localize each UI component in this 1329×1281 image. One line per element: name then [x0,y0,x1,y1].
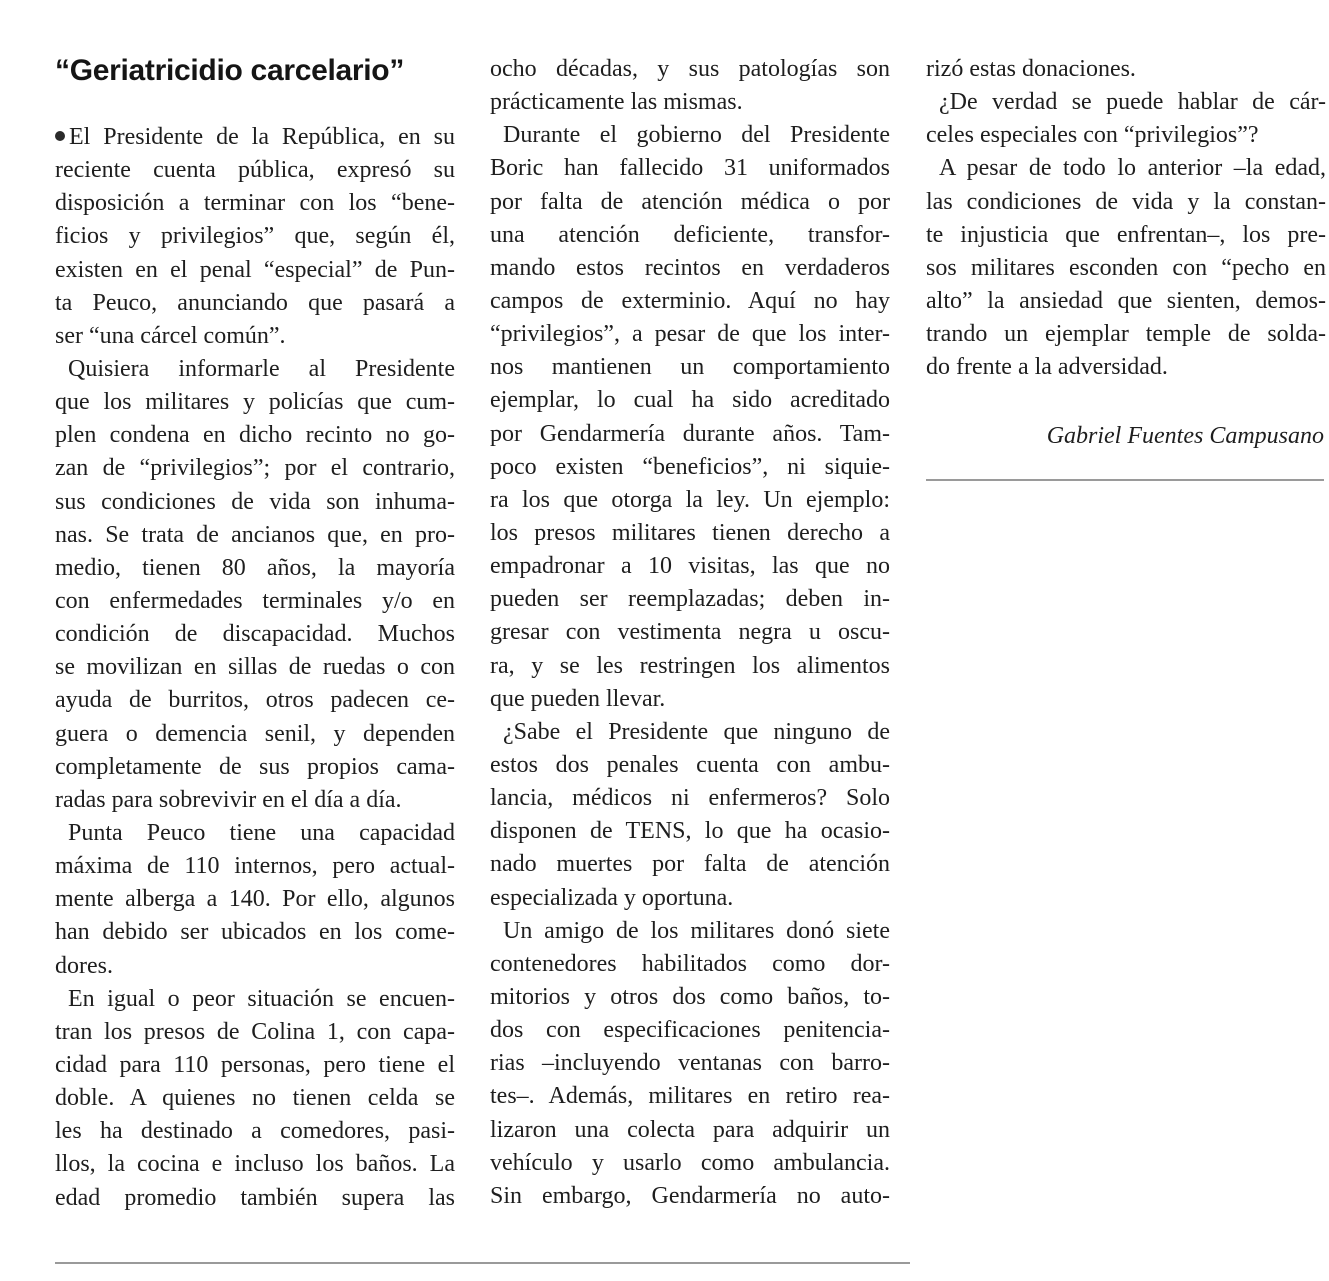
text-line: que los militares y policías que cum- [55,389,455,416]
text-line: doble. A quienes no tienen celda se [55,1085,455,1112]
text-line: lizaron una colecta para adquirir un [490,1116,890,1143]
text-line: ta Peuco, anunciando que pasará a [55,289,455,316]
text-line: empadronar a 10 visitas, las que no [490,553,890,580]
text-line: En igual o peor situación se encuen- [68,985,455,1012]
letter-headline: “Geriatricidio carcelario” [55,54,405,87]
author-signature: Gabriel Fuentes Campusano [1046,423,1324,449]
text-line: radas para sobrevivir en el día a día. [55,786,402,813]
text-line: “privilegios”, a pesar de que los inter- [490,321,890,348]
text-line: especializada y oportuna. [490,884,734,911]
text-line: que pueden llevar. [490,685,666,712]
text-line: campos de exterminio. Aquí no hay [490,287,890,314]
text-line: trando un ejemplar temple de solda- [926,321,1326,348]
text-line: tes–. Además, militares en retiro rea- [490,1083,890,1110]
article-column-3 [926,53,1326,384]
text-line: prácticamente las mismas. [490,89,743,116]
text-line: alto” la ansiedad que sienten, demos- [926,287,1326,314]
text-line: te injusticia que enfrentan–, los pre- [926,221,1326,248]
text-line: nas. Se trata de ancianos que, en pro- [55,521,455,548]
text-line: los presos militares tienen derecho a [490,519,890,546]
text-line: Punta Peuco tiene una capacidad [68,819,455,846]
text-line: Durante el gobierno del Presidente [503,122,890,149]
text-line: lancia, médicos ni enfermeros? Solo [490,785,890,812]
text-line: cidad para 110 personas, pero tiene el [55,1051,455,1078]
divider-rule [926,479,1324,481]
text-line: han debido ser ubicados en los come- [55,919,455,946]
text-line: sos militares esconden con “pecho en [926,254,1326,281]
text-line: existen en el penal “especial” de Pun- [55,256,455,283]
text-line: completamente de sus propios cama- [55,753,455,780]
article-column-2 [490,53,890,1213]
text-line: mente alberga a 140. Por ello, algunos [55,886,455,913]
divider-rule [55,1262,910,1264]
text-line: Sin embargo, Gendarmería no auto- [490,1182,890,1209]
text-line: ¿Sabe el Presidente que ninguno de [503,718,890,745]
text-line: condición de discapacidad. Muchos [55,621,455,648]
text-line: tran los presos de Colina 1, con capa- [55,1018,455,1045]
text-line: edad promedio también supera las [55,1184,455,1211]
text-line: nado muertes por falta de atención [490,851,890,878]
bullet-icon [55,131,65,141]
text-line: disposición a terminar con los “bene- [55,190,455,217]
text-line: ra, y se les restringen los alimentos [490,652,890,679]
text-line: por falta de atención médica o por [490,188,890,215]
text-line: contenedores habilitados como dor- [490,950,890,977]
text-line: máxima de 110 internos, pero actual- [55,853,455,880]
text-line: guera o demencia senil, y dependen [55,720,455,747]
text-line: plen condena en dicho recinto no go- [55,422,455,449]
text-line: do frente a la adversidad. [926,354,1168,381]
text-line: pueden ser reemplazadas; deben in- [490,586,890,613]
text-line: rias –incluyendo ventanas con barro- [490,1050,890,1077]
text-line: ser “una cárcel común”. [55,322,286,349]
text-line: mitorios y otros dos como baños, to- [490,983,890,1010]
text-line: Boric han fallecido 31 uniformados [490,155,890,182]
text-line: ra los que otorga la ley. Un ejemplo: [490,486,890,513]
text-line: celes especiales con “privilegios”? [926,122,1259,149]
text-line: ocho décadas, y sus patologías son [490,56,890,82]
text-line: se movilizan en sillas de ruedas o con [55,654,455,681]
text-line: mando estos recintos en verdaderos [490,254,890,281]
text-line: gresar con vestimenta negra u oscu- [490,619,890,646]
text-line: nos mantienen un comportamiento [490,354,890,381]
text-line: llos, la cocina e incluso los baños. La [55,1151,455,1178]
text-line: zan de “privilegios”; por el contrario, [55,455,455,482]
text-line: vehículo y usarlo como ambulancia. [490,1149,890,1176]
text-line: medio, tienen 80 años, la mayoría [55,554,455,581]
text-line: ayuda de burritos, otros padecen ce- [55,687,455,714]
text-line: con enfermedades terminales y/o en [55,587,455,614]
text-line: El Presidente de la República, en su [55,121,455,154]
text-line: Quisiera informarle al Presidente [68,355,455,382]
text-line: reciente cuenta pública, expresó su [55,157,455,184]
text-line: dos con especificaciones penitencia- [490,1017,890,1044]
text-line: las condiciones de vida y la constan- [926,188,1326,215]
text-line: sus condiciones de vida son inhuma- [55,488,455,515]
text-line: rizó estas donaciones. [926,56,1136,82]
text-line: poco existen “beneficios”, ni siquie- [490,453,890,480]
text-line: por Gendarmería durante años. Tam- [490,420,890,447]
text-line: una atención deficiente, transfor- [490,221,890,248]
text-line: ejemplar, lo cual ha sido acreditado [490,387,890,414]
text-line: estos dos penales cuenta con ambu- [490,751,890,778]
text-line: A pesar de todo lo anterior –la edad, [939,155,1326,182]
text-line: les ha destinado a comedores, pasi- [55,1118,455,1145]
text-line: Un amigo de los militares donó siete [503,917,890,944]
text-line: dores. [55,952,113,979]
article-column-1 [55,121,455,1215]
text-line: disponen de TENS, lo que ha ocasio- [490,818,890,845]
text-line: ficios y privilegios” que, según él, [55,223,455,250]
text-line: ¿De verdad se puede hablar de cár- [939,89,1326,116]
